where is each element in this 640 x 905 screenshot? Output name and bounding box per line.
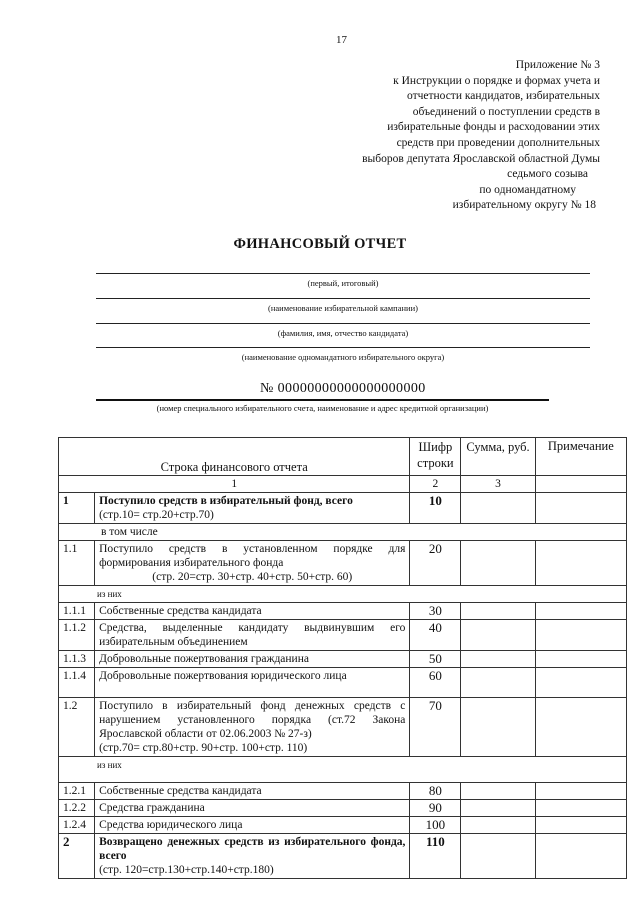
row-title-cell [95,493,410,524]
row-code: 30 [410,603,461,620]
appendix-line: Приложение № 3 [515,59,600,71]
table-row [59,620,627,651]
row-number: 1.1.3 [59,651,95,668]
col-number-empty [535,476,626,493]
report-type-caption: (первый, итоговый) [307,278,379,288]
subheader-text: из них [59,757,627,783]
document-title: ФИНАНСОВЫЙ ОТЧЕТ [233,236,407,252]
row-note-cell[interactable] [535,668,626,698]
row-note-cell[interactable] [535,620,626,651]
row-sum-cell[interactable] [461,541,535,586]
appendix-line: по одномандатному [479,183,576,196]
row-number: 1 [59,493,95,524]
header-sum: Сумма, руб. [461,438,535,476]
row-code: 60 [410,668,461,698]
row-title-cell [95,541,410,586]
row-sum-cell[interactable] [461,493,535,524]
row-formula: (стр. 120=стр.130+стр.140+стр.180) [99,864,274,876]
row-formula: (стр.10= стр.20+стр.70) [99,509,214,521]
subheader-text: в том числе [59,524,627,541]
header-line: Строка финансового отчета [59,438,410,476]
table-row [59,541,627,586]
district-caption: (наименование одномандатного избирательного округа) [241,352,445,362]
row-title-cell [95,834,410,879]
row-title-cell [95,698,410,757]
row-number: 1.2.4 [59,817,95,834]
row-note-cell[interactable] [535,834,626,879]
row-title: Поступило средств в установленном порядке для формирования избирательного фонда [99,543,406,569]
row-formula: (стр.70= стр.80+стр. 90+стр. 100+стр. 110) [99,742,308,754]
row-title: Собственные средства кандидата [95,783,410,800]
appendix-line: избирательные фонды и расходовании этих [387,121,600,134]
row-code: 10 [410,493,461,524]
table-row [59,783,627,800]
row-note-cell[interactable] [535,698,626,757]
table-row [59,834,627,879]
subheader-text: из них [59,586,627,603]
row-title: Поступило в избирательный фонд денежных средств с нарушением установленного порядка (ст.72 Закона Ярославской области от 02.06.2003 № 27-з) [99,700,406,740]
row-sum-cell[interactable] [461,817,535,834]
row-sum-cell[interactable] [461,698,535,757]
row-title: Средства гражданина [95,800,410,817]
row-sum-cell[interactable] [461,603,535,620]
row-title: Средства юридического лица [95,817,410,834]
appendix-line: отчетности кандидатов, избирательных [406,90,600,103]
row-formula: (стр. 20=стр. 30+стр. 40+стр. 50+стр. 60) [152,571,353,583]
table-row [59,651,627,668]
row-note-cell[interactable] [535,783,626,800]
page-number: 17 [336,34,347,46]
table-row [59,493,627,524]
appendix-line: седьмого созыва [507,168,588,181]
row-code: 70 [410,698,461,757]
row-sum-cell[interactable] [461,783,535,800]
row-code: 110 [410,834,461,879]
row-note-cell[interactable] [535,800,626,817]
row-code: 40 [410,620,461,651]
report-type-line[interactable] [96,273,590,274]
row-sum-cell[interactable] [461,620,535,651]
campaign-caption: (наименование избирательной кампании) [268,303,418,313]
row-number: 1.1.1 [59,603,95,620]
row-sum-cell[interactable] [461,800,535,817]
row-title: Средства, выделенные кандидату выдвинувшим его избирательным объединением [95,620,410,651]
appendix-line: объединений о поступлении средств в [412,105,600,118]
row-code: 20 [410,541,461,586]
row-title: Поступило средств в избирательный фонд, всего [99,495,353,507]
row-number: 1.1 [59,541,95,586]
account-number: № 00000000000000000000 [260,381,426,396]
appendix-line: средств при проведении дополнительных [396,136,600,149]
row-note-cell[interactable] [535,541,626,586]
row-number: 1.2.2 [59,800,95,817]
row-note-cell[interactable] [535,493,626,524]
campaign-line[interactable] [96,298,590,299]
row-number: 1.2 [59,698,95,757]
district-line[interactable] [96,347,590,348]
row-note-cell[interactable] [535,817,626,834]
row-note-cell[interactable] [535,651,626,668]
row-number: 1.2.1 [59,783,95,800]
table-header-row [59,438,627,476]
table-subheader-row [59,757,627,783]
appendix-line: избирательному округу № 18 [452,199,596,212]
candidate-line[interactable] [96,323,590,324]
row-code: 100 [410,817,461,834]
column-number-row [59,476,627,493]
col-number-2: 2 [410,476,461,493]
appendix-line: выборов депутата Ярославской областной Думы [362,152,600,165]
header-code: Шифр строки [410,438,461,476]
header-note: Примечание [535,438,626,476]
account-line [96,399,549,401]
col-number-3: 3 [461,476,535,493]
financial-report-table [58,437,627,879]
col-number-1: 1 [59,476,410,493]
table-subheader-row [59,524,627,541]
row-code: 80 [410,783,461,800]
row-title: Возвращено денежных средств из избирательного фонда, всего [99,836,406,862]
row-code: 50 [410,651,461,668]
table-row [59,817,627,834]
table-row [59,668,627,698]
row-number: 1.1.2 [59,620,95,651]
row-code: 90 [410,800,461,817]
row-sum-cell[interactable] [461,651,535,668]
row-number: 2 [59,834,95,879]
row-title: Собственные средства кандидата [95,603,410,620]
row-title: Добровольные пожертвования юридического лица [95,668,410,698]
table-subheader-row [59,586,627,603]
row-sum-cell[interactable] [461,834,535,879]
table-row [59,800,627,817]
appendix-header [300,58,600,214]
table-row [59,698,627,757]
row-title: Добровольные пожертвования гражданина [95,651,410,668]
table-row [59,603,627,620]
row-sum-cell[interactable] [461,668,535,698]
row-number: 1.1.4 [59,668,95,698]
appendix-line: к Инструкции о порядке и формах учета и [393,74,600,87]
row-note-cell[interactable] [535,603,626,620]
account-caption: (номер специального избирательного счета, наименование и адрес кредитной организации) [156,403,489,413]
candidate-caption: (фамилия, имя, отчество кандидата) [277,328,409,338]
